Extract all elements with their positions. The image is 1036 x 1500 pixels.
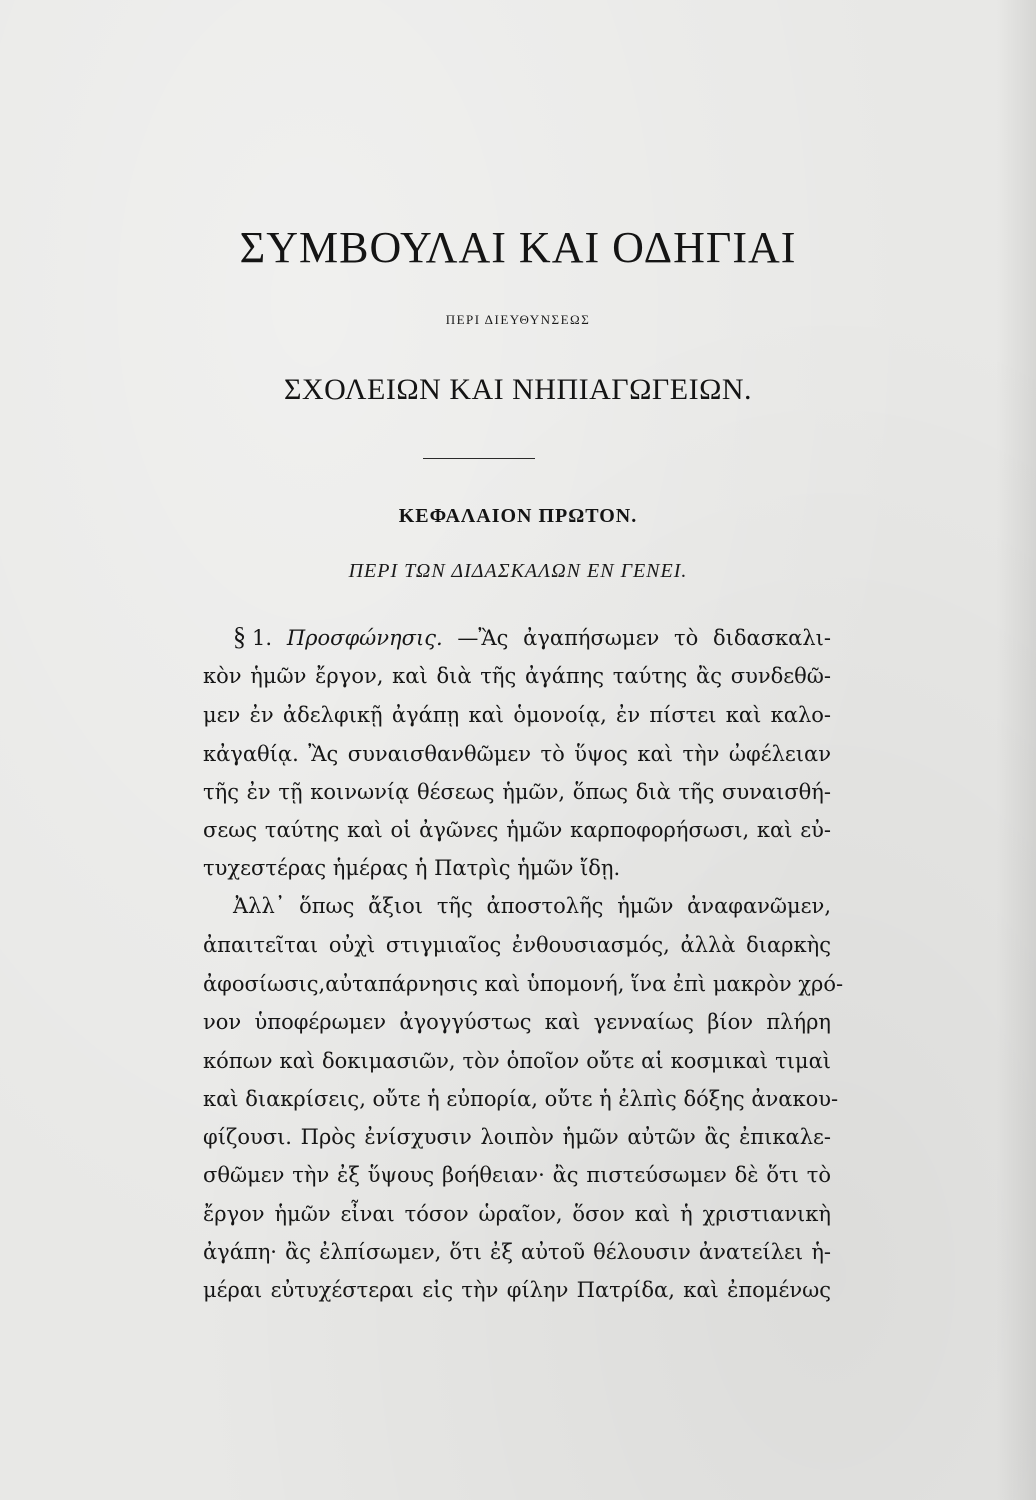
text-line: κἀγαθίᾳ. Ἂς συναισθανθῶμεν τὸ ὕψος καὶ τὴν ὠφέλειαν <box>203 742 831 766</box>
text-line: Ἀλλ᾽ ὅπως ἄξιοι τῆς ἀποστολῆς ἡμῶν ἀναφανῶμεν, <box>233 894 831 918</box>
text-line: τῆς ἐν τῇ κοινωνίᾳ θέσεως ἡμῶν, ὅπως διὰ τῆς συναισθή- <box>203 780 831 804</box>
text-line: ἀφοσίωσις,αὐταπάρνησις καὶ ὑπομονή, ἵνα ἐπὶ μακρὸν χρό- <box>203 972 844 996</box>
text-line: κόπων καὶ δοκιμασιῶν, τὸν ὁποῖον οὔτε αἱ κοσμικαὶ τιμαὶ <box>203 1049 831 1073</box>
text-line: νον ὑποφέρωμεν ἀγογγύστως καὶ γενναίως βίον πλήρη <box>203 1010 831 1034</box>
text-line: καὶ διακρίσεις, οὔτε ἡ εὐπορία, οὔτε ἡ ἐλπὶς δόξης ἀνακου- <box>203 1087 839 1111</box>
chapter-subheading: ΠΕΡΙ ΤΩΝ ΔΙΔΑΣΚΑΛΩΝ ΕΝ ΓΕΝΕΙ. <box>348 560 688 582</box>
text-line: ἔργον ἡμῶν εἶναι τόσον ὡραῖον, ὅσον καὶ ἡ χριστιανικὴ <box>203 1202 831 1226</box>
text-line: τυχεστέρας ἡμέρας ἡ Πατρὶς ἡμῶν ἴδῃ. <box>203 856 621 880</box>
text-line <box>233 622 831 653</box>
chapter-heading: ΚΕΦΑΛΑΙΟΝ ΠΡΩΤΟΝ. <box>398 505 638 527</box>
section-number: 1. <box>252 626 273 650</box>
text-line: ἀγάπη· ἂς ἐλπίσωμεν, ὅτι ἐξ αὐτοῦ θέλουσιν ἀνατείλει ἡ- <box>203 1240 831 1264</box>
section-first-line: —Ἂς ἀγαπήσωμεν τὸ διδασκαλι- <box>457 626 831 650</box>
text-line: μέραι εὐτυχέστεραι εἰς τὴν φίλην Πατρίδα, καὶ ἐπομένως <box>203 1278 831 1302</box>
secondary-title: ΣΧΟΛΕΙΩΝ ΚΑΙ ΝΗΠΙΑΓΩΓΕΙΩΝ. <box>283 373 753 406</box>
text-line: μεν ἐν ἀδελφικῇ ἀγάπῃ καὶ ὁμονοίᾳ, ἐν πίστει καὶ καλο- <box>203 703 831 727</box>
section-symbol: § <box>233 622 246 651</box>
text-line: σεως ταύτης καὶ οἱ ἀγῶνες ἡμῶν καρποφορήσωσι, καὶ εὐ- <box>203 818 831 842</box>
section-heading: Προσφώνησις. <box>286 626 443 650</box>
text-line: ἀπαιτεῖται οὐχὶ στιγμιαῖος ἐνθουσιασμός, ἀλλὰ διαρκὴς <box>203 933 831 957</box>
text-line: φίζουσι. Πρὸς ἐνίσχυσιν λοιπὸν ἡμῶν αὐτῶν ἂς ἐπικαλε- <box>203 1125 831 1149</box>
text-line: σθῶμεν τὴν ἐξ ὕψους βοήθειαν· ἂς πιστεύσωμεν δὲ ὅτι τὸ <box>203 1163 831 1187</box>
text-line: κὸν ἡμῶν ἔργον, καὶ διὰ τῆς ἀγάπης ταύτης ἂς συνδεθῶ- <box>203 664 831 688</box>
main-title: ΣΥΜΒΟΥΛΑΙ ΚΑΙ ΟΔΗΓΙΑΙ <box>239 223 797 272</box>
subtitle-small: ΠΕΡΙ ΔΙΕΥΘΥΝΣΕΩΣ <box>445 312 591 327</box>
